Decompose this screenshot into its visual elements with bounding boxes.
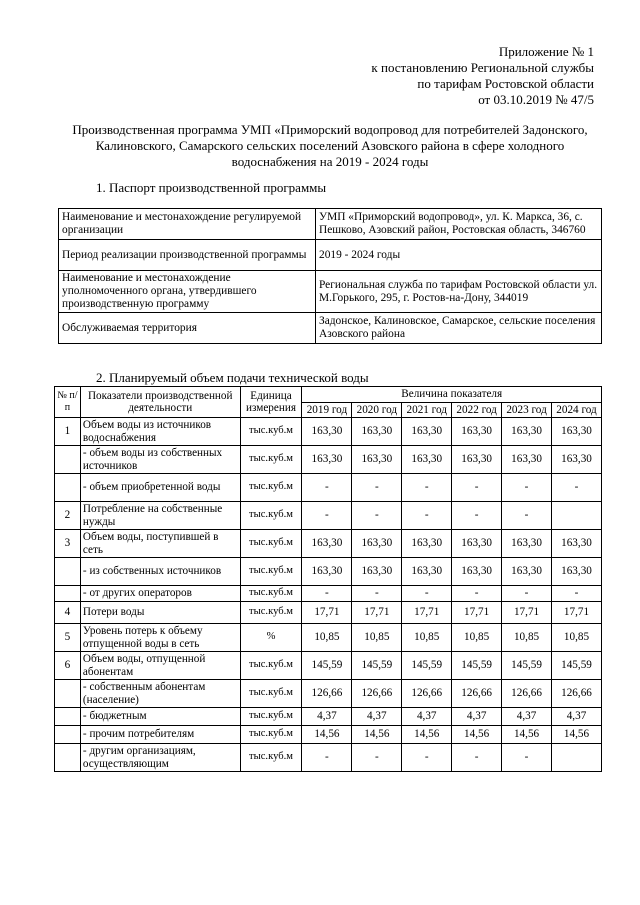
- passport-value: Задонское, Калиновское, Самарское, сельские поселения Азовского района: [316, 313, 602, 344]
- row-number: 6: [55, 652, 81, 680]
- row-number: [55, 446, 81, 474]
- row-value: 163,30: [502, 418, 552, 446]
- passport-row: [59, 240, 602, 271]
- row-value: 10,85: [452, 624, 502, 652]
- resolution-date: от 03.10.2019 № 47/5: [478, 92, 594, 107]
- row-value: -: [352, 474, 402, 502]
- row-value: 145,59: [352, 652, 402, 680]
- row-value: 163,30: [452, 530, 502, 558]
- row-value: 163,30: [402, 558, 452, 586]
- row-value: 145,59: [552, 652, 602, 680]
- row-value: 17,71: [402, 602, 452, 624]
- row-unit: тыс.куб.м: [240, 418, 302, 446]
- row-value: 14,56: [352, 726, 402, 744]
- row-unit: тыс.куб.м: [240, 446, 302, 474]
- row-indicator: - объем воды из собственных источников: [80, 446, 240, 474]
- row-unit: тыс.куб.м: [240, 474, 302, 502]
- row-value: -: [302, 586, 352, 602]
- col-unit-header: Единица измерения: [240, 387, 302, 418]
- row-unit: тыс.куб.м: [240, 502, 302, 530]
- row-value: 163,30: [502, 558, 552, 586]
- passport-table: [58, 208, 602, 344]
- row-value: 4,37: [452, 708, 502, 726]
- row-value: 10,85: [502, 624, 552, 652]
- row-value: 145,59: [452, 652, 502, 680]
- row-value: 4,37: [352, 708, 402, 726]
- row-number: [55, 744, 81, 772]
- row-number: 3: [55, 530, 81, 558]
- table-row: [55, 708, 602, 726]
- row-number: 1: [55, 418, 81, 446]
- passport-key: Наименование и местонахождение регулируемой организации: [59, 209, 316, 240]
- col-value-header: Величина показателя: [302, 387, 602, 403]
- resolution-ref: к постановлению Региональной службы: [371, 60, 594, 75]
- year-header: 2022 год: [452, 402, 502, 418]
- row-value: 163,30: [552, 530, 602, 558]
- passport-row: [59, 313, 602, 344]
- row-number: 5: [55, 624, 81, 652]
- passport-row: [59, 271, 602, 313]
- row-indicator: - собственным абонентам (население): [80, 680, 240, 708]
- passport-key: Наименование и местонахождение уполномоченного органа, утвердившего производственную программу: [59, 271, 316, 313]
- row-unit: тыс.куб.м: [240, 726, 302, 744]
- row-value: [552, 502, 602, 530]
- passport-value: Региональная служба по тарифам Ростовской области ул. М.Горького, 295, г. Ростов-на-Дону, 344019: [316, 271, 602, 313]
- row-value: 17,71: [352, 602, 402, 624]
- row-value: -: [452, 502, 502, 530]
- row-value: 14,56: [502, 726, 552, 744]
- row-value: -: [552, 474, 602, 502]
- year-header: 2019 год: [302, 402, 352, 418]
- table-row: [55, 474, 602, 502]
- row-value: 163,30: [552, 558, 602, 586]
- row-value: 4,37: [402, 708, 452, 726]
- row-value: 17,71: [452, 602, 502, 624]
- row-indicator: Объем воды из источников водоснабжения: [80, 418, 240, 446]
- appendix-label: Приложение № 1: [498, 44, 594, 59]
- row-number: [55, 474, 81, 502]
- row-value: -: [302, 474, 352, 502]
- row-value: -: [402, 474, 452, 502]
- table-row: [55, 624, 602, 652]
- row-value: 14,56: [302, 726, 352, 744]
- row-value: 10,85: [352, 624, 402, 652]
- row-value: 163,30: [452, 446, 502, 474]
- table-row: [55, 558, 602, 586]
- passport-value: УМП «Приморский водопровод», ул. К. Маркса, 36, с. Пешково, Азовский район, Ростовская область, 346760: [316, 209, 602, 240]
- row-value: 126,66: [552, 680, 602, 708]
- row-number: [55, 680, 81, 708]
- document-title: Производственная программа УМП «Приморский водопровод для потребителей Задонского, Калиновского, Самарского сельских поселений Азовского района в сфере холодного водоснабжения на 2019 - 2024 годы: [72, 122, 588, 169]
- row-value: 10,85: [302, 624, 352, 652]
- passport-key: Обслуживаемая территория: [59, 313, 316, 344]
- row-value: -: [502, 502, 552, 530]
- row-value: 14,56: [552, 726, 602, 744]
- row-indicator: Объем воды, поступившей в сеть: [80, 530, 240, 558]
- col-indicator-header: Показатели производственной деятельности: [80, 387, 240, 418]
- row-value: 163,30: [452, 418, 502, 446]
- row-value: -: [452, 474, 502, 502]
- row-value: 163,30: [502, 530, 552, 558]
- row-indicator: Объем воды, отпущенной абонентам: [80, 652, 240, 680]
- row-value: 145,59: [302, 652, 352, 680]
- row-indicator: - другим организациям, осуществляющим: [80, 744, 240, 772]
- row-value: 163,30: [402, 530, 452, 558]
- row-value: 145,59: [502, 652, 552, 680]
- row-indicator: Уровень потерь к объему отпущенной воды в сеть: [80, 624, 240, 652]
- year-header: 2020 год: [352, 402, 402, 418]
- table-row: [55, 680, 602, 708]
- table-row: [55, 446, 602, 474]
- row-value: 163,30: [402, 446, 452, 474]
- row-value: -: [452, 744, 502, 772]
- row-value: -: [552, 586, 602, 602]
- row-value: -: [502, 586, 552, 602]
- year-header: 2023 год: [502, 402, 552, 418]
- table-row: [55, 726, 602, 744]
- row-value: 163,30: [402, 418, 452, 446]
- document-header: [371, 44, 594, 108]
- row-value: -: [502, 474, 552, 502]
- row-value: 126,66: [302, 680, 352, 708]
- row-value: 163,30: [352, 446, 402, 474]
- row-indicator: Потребление на собственные нужды: [80, 502, 240, 530]
- row-value: -: [352, 586, 402, 602]
- row-value: 17,71: [552, 602, 602, 624]
- table-row: [55, 586, 602, 602]
- row-unit: тыс.куб.м: [240, 652, 302, 680]
- row-value: 163,30: [302, 446, 352, 474]
- passport-row: [59, 209, 602, 240]
- row-value: 14,56: [452, 726, 502, 744]
- resolution-authority: по тарифам Ростовской области: [417, 76, 594, 91]
- row-number: [55, 586, 81, 602]
- row-value: 4,37: [502, 708, 552, 726]
- col-num-header: № п/п: [55, 387, 81, 418]
- row-unit: тыс.куб.м: [240, 558, 302, 586]
- row-value: 126,66: [352, 680, 402, 708]
- row-value: 163,30: [352, 530, 402, 558]
- table-row: [55, 418, 602, 446]
- row-value: 4,37: [302, 708, 352, 726]
- row-value: 10,85: [552, 624, 602, 652]
- passport-key: Период реализации производственной программы: [59, 240, 316, 271]
- row-value: 17,71: [302, 602, 352, 624]
- row-value: 4,37: [552, 708, 602, 726]
- row-value: 163,30: [302, 558, 352, 586]
- row-value: -: [352, 744, 402, 772]
- row-value: -: [302, 744, 352, 772]
- passport-value: 2019 - 2024 годы: [316, 240, 602, 271]
- row-indicator: - из собственных источников: [80, 558, 240, 586]
- row-value: -: [402, 502, 452, 530]
- table-row: [55, 502, 602, 530]
- volume-header-row: [55, 387, 602, 403]
- row-value: 163,30: [552, 446, 602, 474]
- row-number: [55, 726, 81, 744]
- row-number: 2: [55, 502, 81, 530]
- row-indicator: Потери воды: [80, 602, 240, 624]
- row-number: [55, 708, 81, 726]
- row-value: 163,30: [302, 418, 352, 446]
- row-value: 163,30: [452, 558, 502, 586]
- row-value: 14,56: [402, 726, 452, 744]
- row-value: 163,30: [352, 418, 402, 446]
- row-value: 126,66: [502, 680, 552, 708]
- section-2-heading: 2. Планируемый объем подачи технической воды: [96, 370, 369, 385]
- row-unit: тыс.куб.м: [240, 744, 302, 772]
- row-unit: тыс.куб.м: [240, 680, 302, 708]
- table-row: [55, 530, 602, 558]
- row-value: 163,30: [352, 558, 402, 586]
- row-value: 163,30: [502, 446, 552, 474]
- year-header: 2024 год: [552, 402, 602, 418]
- row-value: -: [452, 586, 502, 602]
- row-value: [552, 744, 602, 772]
- row-unit: тыс.куб.м: [240, 708, 302, 726]
- row-unit: тыс.куб.м: [240, 602, 302, 624]
- row-number: [55, 558, 81, 586]
- row-indicator: - прочим потребителям: [80, 726, 240, 744]
- row-value: -: [402, 744, 452, 772]
- row-indicator: - объем приобретенной воды: [80, 474, 240, 502]
- row-unit: тыс.куб.м: [240, 586, 302, 602]
- row-indicator: - от других операторов: [80, 586, 240, 602]
- section-1-heading: 1. Паспорт производственной программы: [96, 180, 327, 195]
- row-unit: %: [240, 624, 302, 652]
- row-value: -: [352, 502, 402, 530]
- row-indicator: - бюджетным: [80, 708, 240, 726]
- row-value: -: [402, 586, 452, 602]
- table-row: [55, 602, 602, 624]
- row-value: 145,59: [402, 652, 452, 680]
- table-row: [55, 652, 602, 680]
- row-unit: тыс.куб.м: [240, 530, 302, 558]
- row-value: -: [302, 502, 352, 530]
- table-row: [55, 744, 602, 772]
- row-value: 163,30: [302, 530, 352, 558]
- row-value: 126,66: [452, 680, 502, 708]
- row-value: 126,66: [402, 680, 452, 708]
- volume-table: [54, 386, 602, 772]
- year-header: 2021 год: [402, 402, 452, 418]
- row-value: 10,85: [402, 624, 452, 652]
- row-number: 4: [55, 602, 81, 624]
- row-value: 163,30: [552, 418, 602, 446]
- row-value: 17,71: [502, 602, 552, 624]
- row-value: -: [502, 744, 552, 772]
